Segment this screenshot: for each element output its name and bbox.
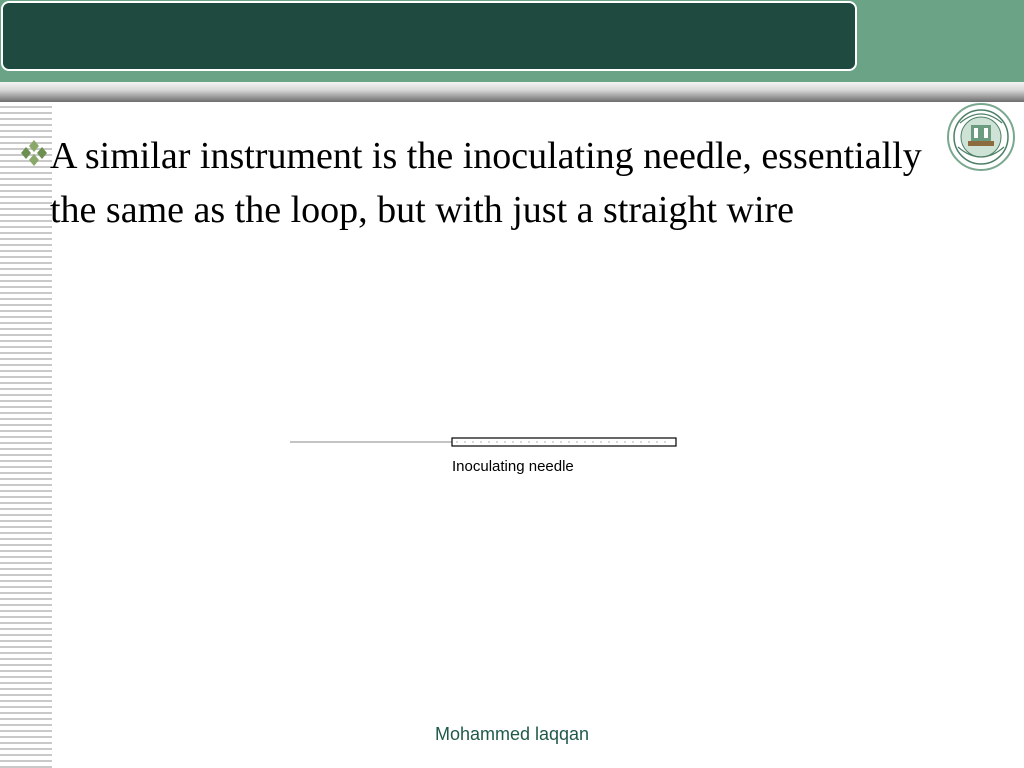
left-striped-margin	[0, 102, 52, 768]
inoculating-needle-illustration	[288, 434, 680, 450]
university-seal-logo	[944, 101, 1018, 173]
footer-author: Mohammed laqqan	[434, 724, 590, 744]
four-diamond-bullet-icon	[18, 138, 50, 168]
figure-caption: Inoculating needle	[452, 458, 574, 475]
bullet-paragraph: A similar instrument is the inoculating needle, essentially the same as the loop, but with just a straight wire	[50, 135, 922, 231]
header-gradient-band	[0, 82, 1024, 102]
title-bar	[1, 1, 857, 71]
